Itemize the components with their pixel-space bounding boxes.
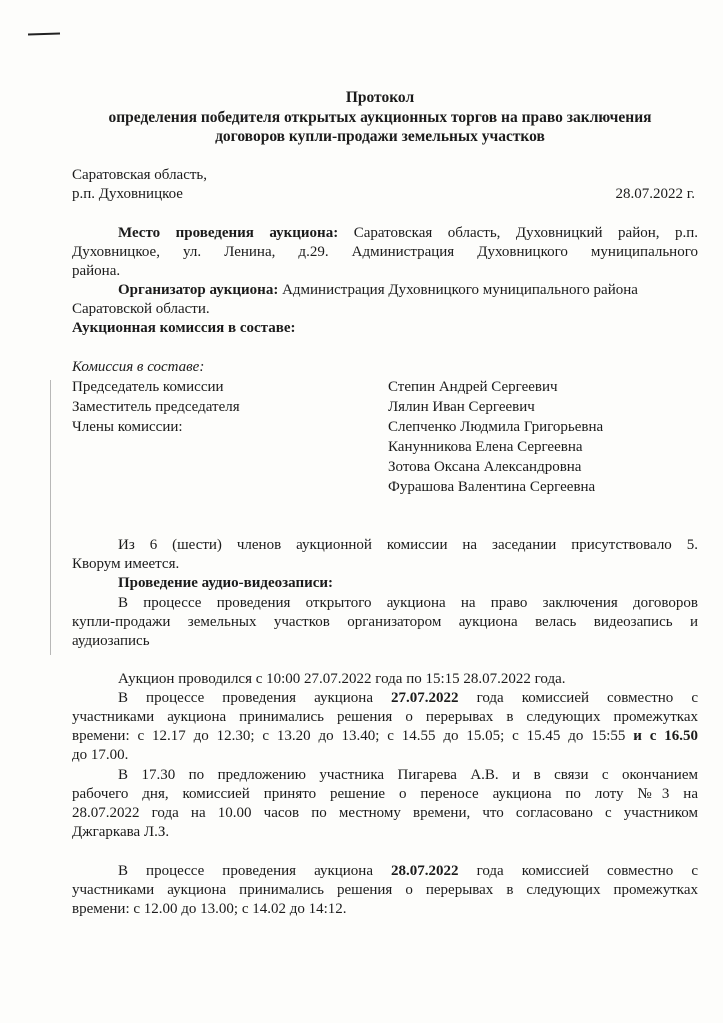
auction-p1-line-1 bbox=[118, 689, 698, 708]
auction-p1-line-2: участниками аукциона принимались решения о перерывах в следующих промежутках bbox=[72, 709, 698, 725]
document-date: 28.07.2022 г. bbox=[615, 186, 695, 202]
name-member-4: Фурашова Валентина Сергеевна bbox=[388, 479, 596, 495]
organizer-label: Организатор аукциона: bbox=[118, 282, 279, 298]
recording-heading: Проведение аудио-видеозаписи: bbox=[118, 575, 334, 591]
auction-p2-line-3: 28.07.2022 года на 10.00 часов по местному времени, что согласовано с участником bbox=[72, 805, 698, 821]
place-town: р.п. Духовницкое bbox=[72, 186, 183, 202]
title-line-3: договоров купли-продажи земельных участков bbox=[215, 128, 545, 145]
auction-p3-date: 28.07.2022 bbox=[391, 863, 459, 879]
auction-p2-line-1: В 17.30 по предложению участника Пигарева А.В. и в связи с окончанием bbox=[118, 767, 698, 783]
venue-line-2: Духовницкое, ул. Ленина, д.29. Администрация Духовницкого муниципального bbox=[72, 244, 698, 260]
venue-line-3: района. bbox=[72, 263, 121, 279]
auction-p1-b: года комиссией совместно с bbox=[476, 690, 698, 706]
role-members: Члены комиссии: bbox=[72, 419, 183, 435]
auction-p1-a: В процессе проведения аукциона bbox=[118, 690, 373, 706]
title-line-2: определения победителя открытых аукционных торгов на право заключения bbox=[108, 109, 652, 126]
name-member-1: Слепченко Людмила Григорьевна bbox=[388, 419, 604, 435]
quorum-line-1: Из 6 (шести) членов аукционной комиссии на заседании присутствовало 5. bbox=[118, 537, 698, 553]
title-line-1: Протокол bbox=[345, 89, 415, 106]
pen-mark bbox=[28, 32, 60, 35]
quorum-line-2: Кворум имеется. bbox=[72, 556, 180, 572]
auction-period: Аукцион проводился с 10:00 27.07.2022 года по 15:15 28.07.2022 года. bbox=[118, 671, 566, 687]
auction-p1-line-3-b: и с 16.50 bbox=[633, 728, 698, 744]
auction-p2-line-2: рабочего дня, комиссией принято решение о переносе аукциона по лоту №3 на bbox=[72, 786, 698, 802]
commission-heading: Аукционная комиссия в составе: bbox=[72, 320, 296, 336]
auction-p1-line-3 bbox=[72, 727, 698, 746]
recording-line-2: купли-продажи земельных участков организатором аукциона велась видеозапись и bbox=[72, 614, 698, 630]
role-chairman: Председатель комиссии bbox=[72, 379, 224, 395]
name-member-2: Канунникова Елена Сергеевна bbox=[388, 439, 583, 455]
auction-p3-line-2: участниками аукциона принимались решения о перерывах в следующих промежутках bbox=[72, 882, 698, 898]
auction-p3-a: В процессе проведения аукциона bbox=[118, 863, 373, 879]
auction-p3-b: года комиссией совместно с bbox=[476, 863, 698, 879]
auction-p1-line-3-a: времени: с 12.17 до 12.30; с 13.20 до 13.40; с 14.55 до 15.05; с 15.45 до 15:55 bbox=[72, 728, 626, 744]
recording-line-1: В процессе проведения открытого аукциона на право заключения договоров bbox=[118, 595, 698, 611]
auction-p3-line-1 bbox=[118, 862, 698, 881]
auction-p1-date: 27.07.2022 bbox=[391, 690, 459, 706]
name-deputy: Лялин Иван Сергеевич bbox=[388, 399, 535, 415]
organizer-line-1 bbox=[118, 281, 638, 300]
auction-p1-line-4: до 17.00. bbox=[72, 747, 129, 763]
role-deputy: Заместитель председателя bbox=[72, 399, 240, 415]
venue-line-1 bbox=[118, 224, 698, 243]
name-member-3: Зотова Оксана Александровна bbox=[388, 459, 582, 475]
venue-label: Место проведения аукциона: bbox=[118, 225, 339, 241]
place-region: Саратовская область, bbox=[72, 167, 208, 183]
commission-subheading: Комиссия в составе: bbox=[72, 359, 205, 375]
recording-line-3: аудиозапись bbox=[72, 633, 150, 649]
auction-p3-line-3: времени: с 12.00 до 13.00; с 14.02 до 14:12. bbox=[72, 901, 347, 917]
organizer-line-2: Саратовской области. bbox=[72, 301, 210, 317]
venue-text-1: Саратовская область, Духовницкий район, р.п. bbox=[353, 225, 699, 241]
organizer-text-1: Администрация Духовницкого муниципального района bbox=[282, 282, 638, 298]
name-chairman: Степин Андрей Сергеевич bbox=[388, 379, 558, 395]
auction-p2-line-4: Джгаркава Л.З. bbox=[72, 824, 170, 840]
margin-scan-line bbox=[50, 380, 51, 655]
